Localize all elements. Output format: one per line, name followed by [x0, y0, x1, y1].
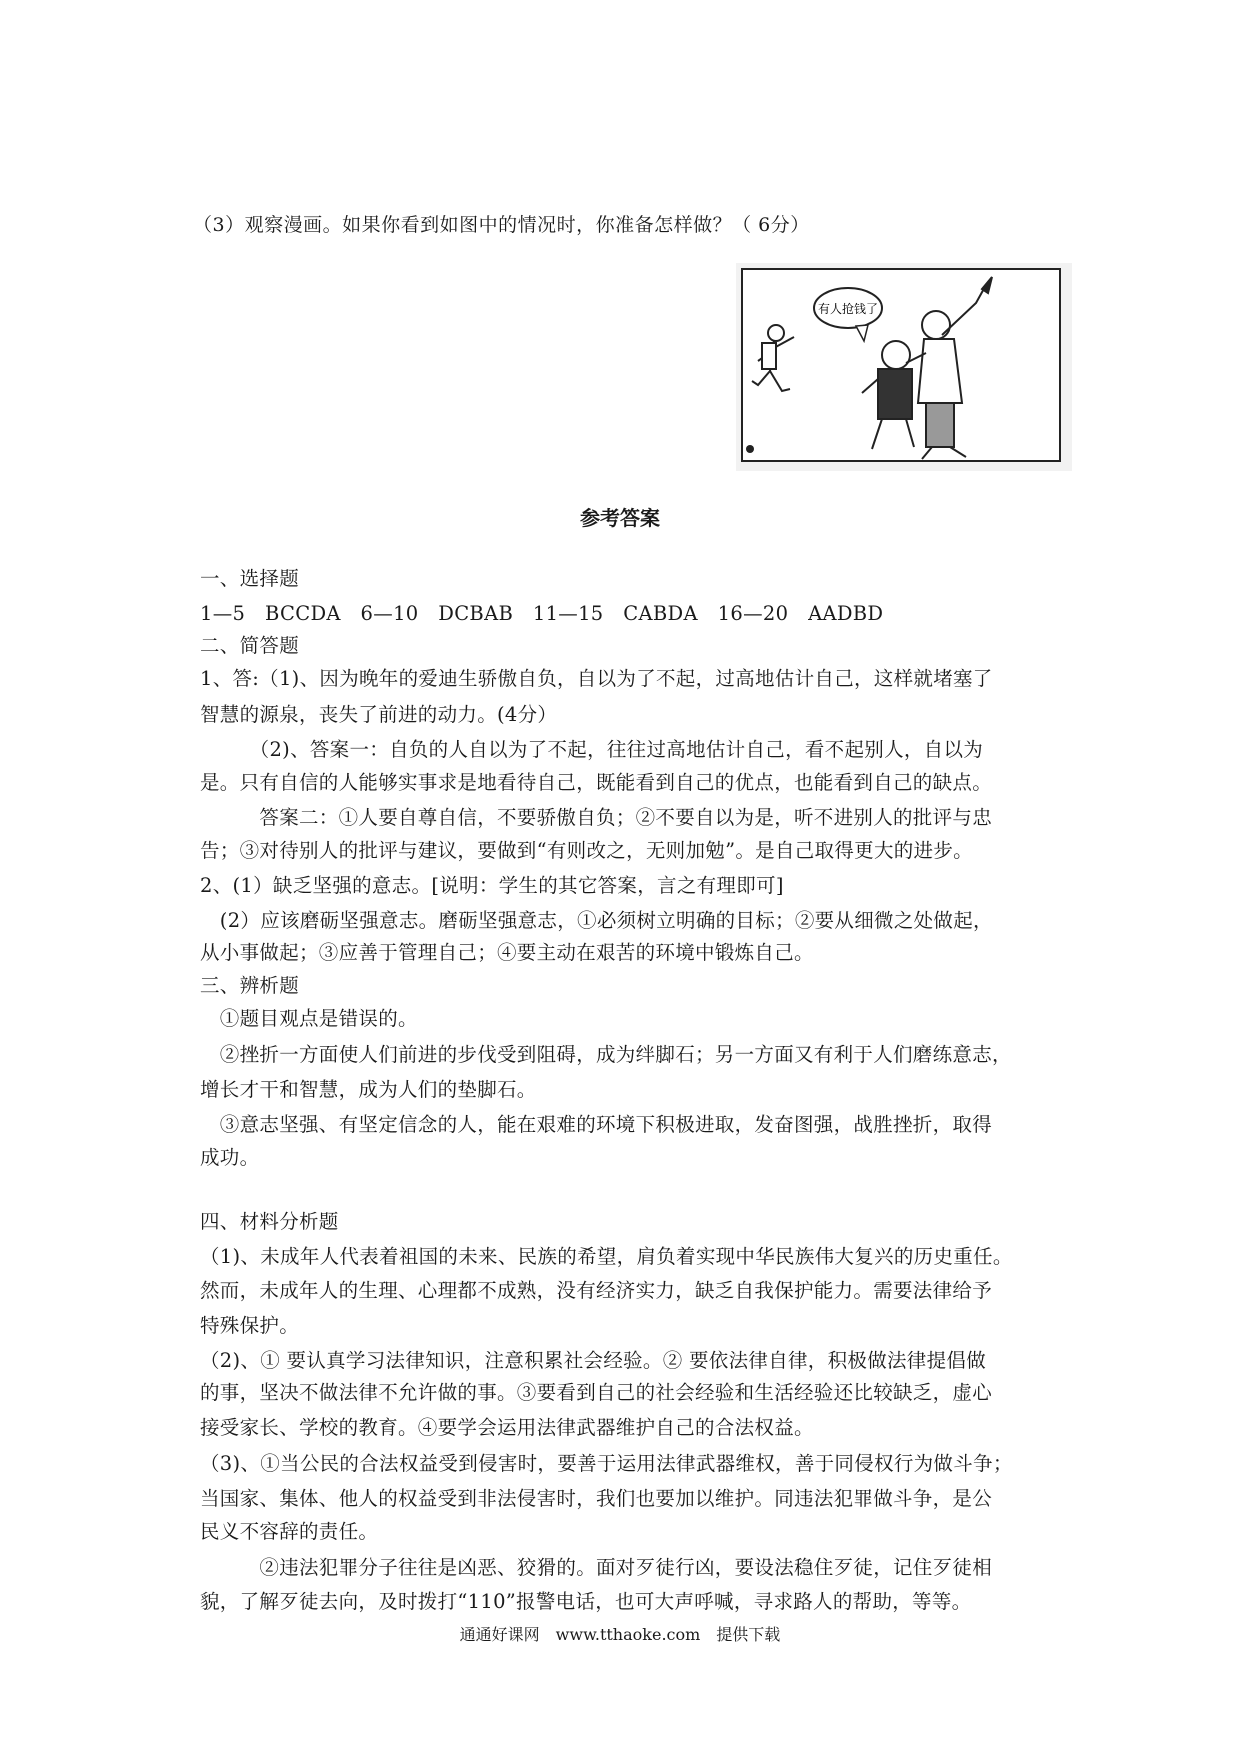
- answer-line: 答案二：①人要自尊自信，不要骄傲自负；②不要自以为是，听不进别人的批评与忠: [200, 806, 993, 829]
- answer-line: 智慧的源泉，丧失了前进的动力。(4分）: [200, 703, 558, 726]
- dot-mark: [746, 445, 754, 453]
- answer-line: 然而，未成年人的生理、心理都不成熟，没有经济实力，缺乏自我保护能力。需要法律给予: [200, 1279, 993, 1302]
- cartoon-illustration: [736, 263, 1072, 471]
- question-3: （3）观察漫画。如果你看到如图中的情况时，你准备怎样做？（ 6分）: [193, 214, 810, 236]
- answer-line: （2)、① 要认真学习法律知识，注意积累社会经验。② 要依法律自律，积极做法律提倡做: [200, 1349, 987, 1372]
- answer-line: 三、辨析题: [200, 974, 300, 997]
- answer-line: （2)、答案一：自负的人自以为了不起，往往过高地估计自己，看不起别人，自以为: [200, 738, 984, 761]
- answer-line: 1、答:（1)、因为晚年的爱迪生骄傲自负，自以为了不起，过高地估计自己，这样就堵塞了: [200, 667, 993, 690]
- answer-line: 从小事做起；③应善于管理自己；④要主动在艰苦的环境中锻炼自己。: [200, 941, 814, 964]
- answer-line: 当国家、集体、他人的权益受到非法侵害时，我们也要加以维护。同违法犯罪做斗争，是公: [200, 1487, 993, 1510]
- cartoon-drawing: [736, 263, 1072, 471]
- answer-line: （3)、①当公民的合法权益受到侵害时，要善于运用法律武器维权，善于同侵权行为做斗争；: [200, 1452, 1013, 1475]
- answer-line: ③意志坚强、有坚定信念的人，能在艰难的环境下积极进取，发奋图强，战胜挫折，取得: [200, 1113, 993, 1136]
- answer-line: 貌，了解歹徒去向，及时拨打“110”报警电话，也可大声呼喊，寻求路人的帮助，等等。: [200, 1590, 972, 1613]
- answer-line: 一、选择题: [200, 567, 300, 590]
- answer-line: ②违法犯罪分子往往是凶恶、狡猾的。面对歹徒行凶，要设法稳住歹徒，记住歹徒相: [200, 1556, 993, 1579]
- answer-line: 特殊保护。: [200, 1314, 300, 1337]
- footer-credit: 通通好课网 www.tthaoke.com 提供下载: [459, 1625, 781, 1644]
- answer-line: 是。只有自信的人能够实事求是地看待自己，既能看到自己的优点，也能看到自己的缺点。: [200, 771, 993, 794]
- answer-line: 接受家长、学校的教育。④要学会运用法律武器维护自己的合法权益。: [200, 1416, 814, 1439]
- answer-line: ②挫折一方面使人们前进的步伐受到阻碍，成为绊脚石；另一方面又有利于人们磨练意志，: [200, 1043, 1012, 1066]
- answer-line: （1)、未成年人代表着祖国的未来、民族的希望，肩负着实现中华民族伟大复兴的历史重任。: [200, 1245, 1013, 1268]
- speech-text: 有人抢钱了: [817, 302, 879, 316]
- answer-line: ①题目观点是错误的。: [200, 1007, 418, 1030]
- answer-line: 民义不容辞的责任。: [200, 1520, 379, 1543]
- answer-line: 的事，坚决不做法律不允许做的事。③要看到自己的社会经验和生活经验还比较缺乏，虚心: [200, 1381, 993, 1404]
- answer-key-title: 参考答案: [580, 506, 660, 530]
- answer-line: 2、(1）缺乏坚强的意志。[说明：学生的其它答案，言之有理即可]: [200, 874, 784, 897]
- answer-line: 增长才干和智慧，成为人们的垫脚石。: [200, 1078, 537, 1101]
- answer-line: 成功。: [200, 1146, 260, 1169]
- answer-line: 二、简答题: [200, 634, 300, 657]
- answer-line: 四、材料分析题: [200, 1210, 339, 1233]
- answer-line: (2）应该磨砺坚强意志。磨砺坚强意志，①必须树立明确的目标；②要从细微之处做起，: [200, 909, 993, 932]
- answer-line: 1—5 BCCDA 6—10 DCBAB 11—15 CABDA 16—20 AADBD: [200, 602, 884, 625]
- answer-line: 告；③对待别人的批评与建议，要做到“有则改之，无则加勉”。是自己取得更大的进步。: [200, 839, 973, 862]
